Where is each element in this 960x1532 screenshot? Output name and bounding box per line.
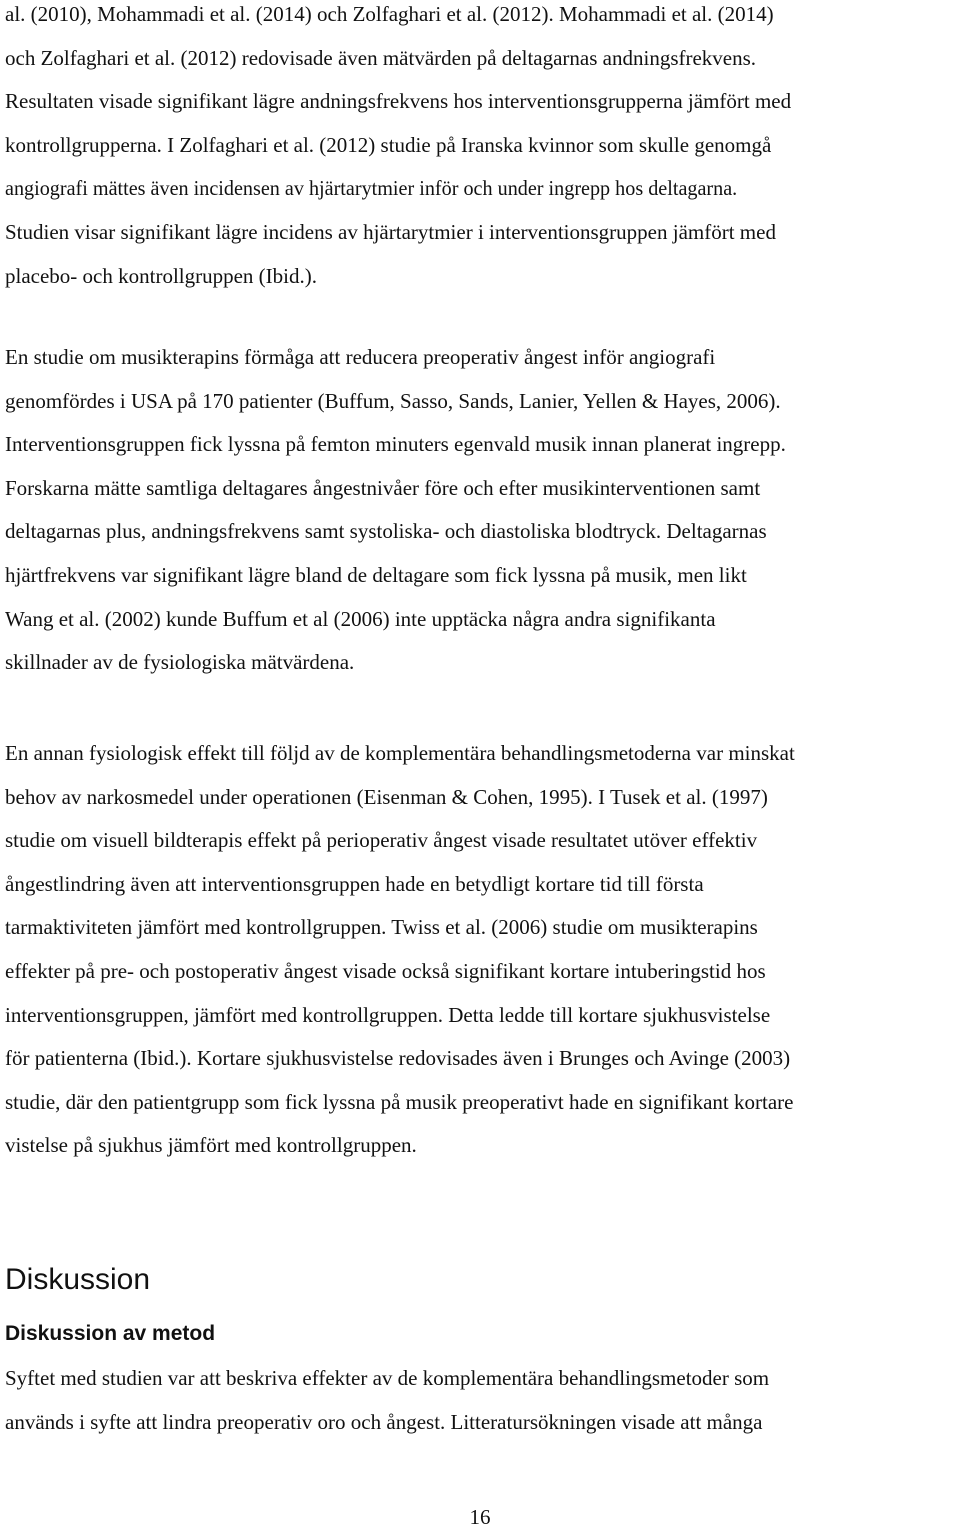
- text-line: för patienterna (Ibid.). Kortare sjukhusvistelse redovisades även i Brunges och Avinge (2003): [5, 1046, 791, 1071]
- page-number: 16: [469, 1505, 491, 1529]
- text-line: En studie om musikterapins förmåga att reducera preoperativ ångest inför angiografi: [5, 345, 716, 369]
- text-line: interventionsgruppen, jämfört med kontrollgruppen. Detta ledde till kortare sjukhusvistelse: [5, 1002, 771, 1027]
- text-line: och Zolfaghari et al. (2012) redovisade även mätvärden på deltagarnas andningsfrekvens.: [5, 45, 757, 70]
- text-line: tarmaktiviteten jämfört med kontrollgruppen. Twiss et al. (2006) studie om musikterapins: [5, 915, 758, 940]
- text-line: Studien visar signifikant lägre incidens av hjärtarytmier i interventionsgruppen jämfört med: [5, 219, 776, 244]
- text-line: Resultaten visade signifikant lägre andningsfrekvens hos interventionsgrupperna jämfört med: [5, 89, 792, 114]
- text-line: angiografi mättes även incidensen av hjärtarytmier inför och under ingrepp hos deltagarna.: [5, 176, 738, 201]
- subsection-heading: Diskussion av metod: [5, 1322, 216, 1345]
- text-line: deltagarnas plus, andningsfrekvens samt systoliska- och diastoliska blodtryck. Deltagarnas: [5, 519, 767, 544]
- text-line: al. (2010), Mohammadi et al. (2014) och Zolfaghari et al. (2012). Mohammadi et al. (2014): [5, 2, 774, 26]
- text-line: ångestlindring även att interventionsgruppen hade en betydligt kortare tid till första: [5, 871, 704, 896]
- text-line: genomfördes i USA på 170 patienter (Buffum, Sasso, Sands, Lanier, Yellen & Hayes, 2006).: [5, 388, 781, 413]
- text-line: Syftet med studien var att beskriva effekter av de komplementära behandlingsmetoder som: [5, 1366, 770, 1390]
- text-line: skillnader av de fysiologiska mätvärdena.: [5, 650, 355, 675]
- text-line: studie om visuell bildterapis effekt på perioperativ ångest visade resultatet utöver effektiv: [5, 828, 758, 853]
- text-line: behov av narkosmedel under operationen (Eisenman & Cohen, 1995). I Tusek et al. (1997): [5, 784, 768, 809]
- text-line: vistelse på sjukhus jämfört med kontrollgruppen.: [5, 1133, 417, 1158]
- section-heading: Diskussion: [5, 1263, 151, 1296]
- text-line: En annan fysiologisk effekt till följd av de komplementära behandlingsmetoderna var minskat: [5, 741, 795, 765]
- text-line: Forskarna mätte samtliga deltagares ångestnivåer före och efter musikinterventionen samt: [5, 475, 761, 500]
- text-line: används i syfte att lindra preoperativ oro och ångest. Litteratursökningen visade att många: [5, 1409, 763, 1434]
- text-line: studie, där den patientgrupp som fick lyssna på musik preoperativt hade en signifikant kortare: [5, 1089, 794, 1114]
- text-line: effekter på pre- och postoperativ ångest visade också signifikant kortare intuberingstid hos: [5, 958, 766, 983]
- text-line: Interventionsgruppen fick lyssna på femton minuters egenvald musik innan planerat ingrepp.: [5, 432, 786, 457]
- text-line: kontrollgrupperna. I Zolfaghari et al. (2012) studie på Iranska kvinnor som skulle genomgå: [5, 132, 772, 157]
- text-line: hjärtfrekvens var signifikant lägre bland de deltagare som fick lyssna på musik, men likt: [5, 562, 747, 587]
- text-line: Wang et al. (2002) kunde Buffum et al (2006) inte upptäcka några andra signifikanta: [5, 606, 716, 631]
- results-paragraph-music-therapy: [5, 336, 786, 685]
- results-paragraph-physiological-effects: [5, 732, 795, 1168]
- text-line: placebo- och kontrollgruppen (Ibid.).: [5, 263, 317, 288]
- method-paragraph: [5, 1357, 769, 1444]
- results-paragraph-respiration: [5, 0, 791, 298]
